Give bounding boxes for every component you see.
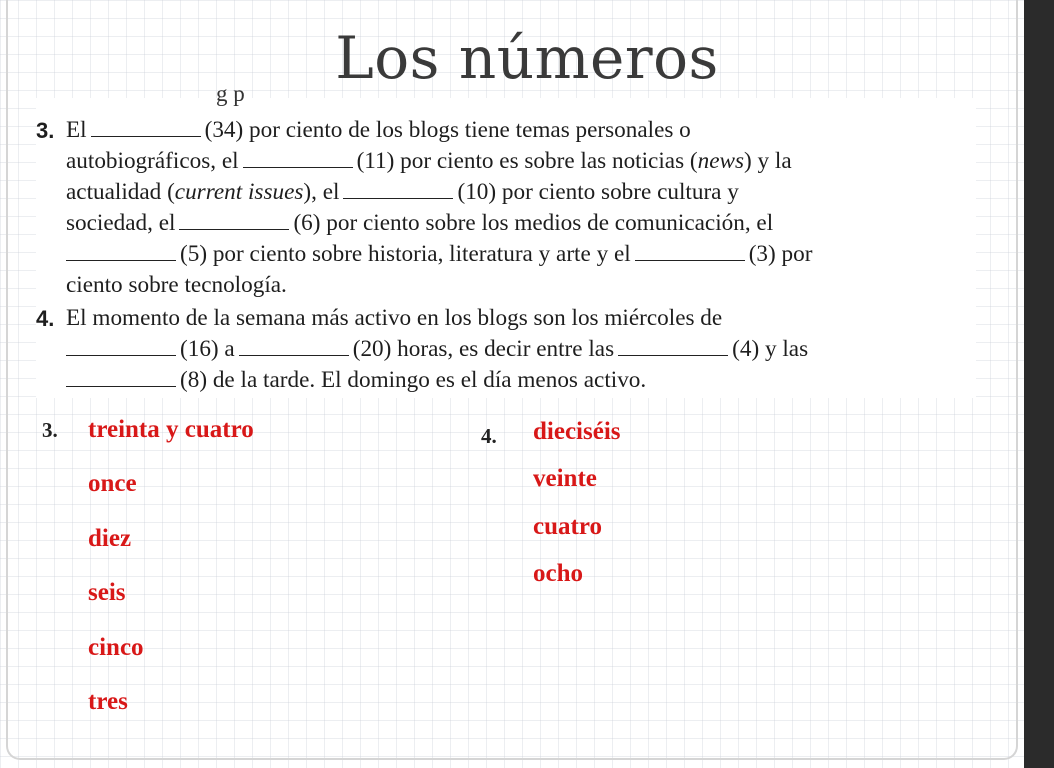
item3-line-6 [66,270,287,301]
answer-blank [91,118,201,137]
answers-group-label: 3. [42,418,58,442]
line-text-italic: current issues [174,179,304,205]
line-text: (6) por ciento sobre los medios de comunicación, el [293,210,774,236]
line-text: (5) por ciento sobre historia, literatura y arte y el [180,241,631,267]
item4-line-2 [66,334,808,365]
worksheet-excerpt [36,81,976,398]
answer-item: tres [88,688,128,715]
answer-blank [243,149,353,168]
item-number: 4. [36,306,55,331]
item4-line-1 [66,303,722,334]
line-text: autobiográficos, el [66,148,239,174]
answer-item: cuatro [533,513,602,540]
line-text: (11) por ciento es sobre las noticias ( [356,148,698,174]
cutoff-text: g p [216,81,245,106]
line-text: sociedad, el [66,210,176,236]
line-text: (20) horas, es decir entre las [352,336,615,362]
answer-blank [635,242,745,261]
slide-title: Los números [335,24,719,92]
worksheet-cutoff-line [36,81,976,110]
answer-blank [66,368,176,387]
answer-blank [66,242,176,261]
answer-item: veinte [533,465,597,492]
answer-blank [66,337,176,356]
line-text: (3) por [748,241,813,267]
line-text: ), el [303,179,340,205]
answer-item: ocho [533,560,583,587]
answer-item: treinta y cuatro [88,416,254,443]
line-text: (16) a [180,336,235,362]
line-text: ) y la [744,148,792,174]
item3-line-3 [66,177,739,208]
answer-item: once [88,470,137,497]
answer-blank [618,337,728,356]
line-text: ciento sobre tecnología. [66,272,287,298]
answer-item: diez [88,525,132,552]
answer-item: seis [88,579,126,606]
item3-line-2 [66,146,792,177]
line-text: (8) de la tarde. El domingo es el día menos activo. [180,367,647,393]
item-number: 3. [36,118,55,143]
item3-line-5 [66,239,812,270]
item3-line-1 [66,115,691,146]
line-text: (34) por ciento de los blogs tiene temas personales o [204,117,691,143]
line-text: (4) y las [732,336,809,362]
line-text: actualidad ( [66,179,175,205]
line-text-italic: news [697,148,744,174]
item3-line-4 [66,208,773,239]
line-text: El momento de la semana más activo en los blogs son los miércoles de [66,305,723,331]
line-text: El [66,117,87,143]
answer-item: cinco [88,634,144,661]
item4-line-3 [66,365,646,396]
answer-blank [343,180,453,199]
answer-blank [179,211,289,230]
answer-item: dieciséis [533,418,621,445]
line-text: (10) por ciento sobre cultura y [457,179,739,205]
answer-blank [239,337,349,356]
answers-group-label: 4. [481,424,497,448]
